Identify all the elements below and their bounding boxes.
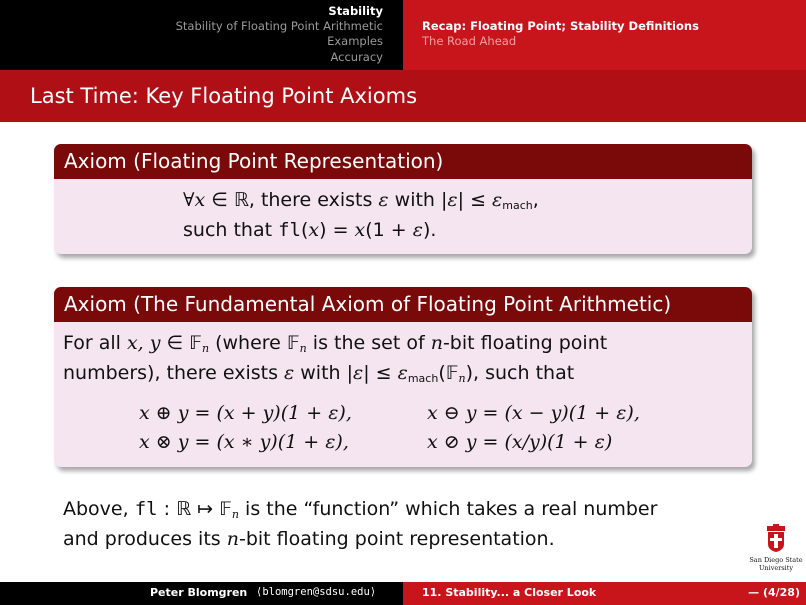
- footer-author-bar: [0, 582, 403, 605]
- nav-section-examples[interactable]: Examples: [327, 34, 383, 48]
- nav-section-accuracy[interactable]: Accuracy: [330, 50, 383, 64]
- logo-text-line-1: San Diego State: [749, 556, 803, 564]
- equation-multiplication: x ⊗ y = (x ∗ y)(1 + ε),: [139, 431, 349, 453]
- footer-author: Peter Blomgren: [150, 586, 248, 599]
- fundamental-axiom-block: [54, 287, 752, 467]
- frame-title: Last Time: Key Floating Point Axioms: [30, 84, 418, 108]
- fundamental-axiom-line-1: For all x, y ∈ 𝔽$_n$ (where 𝔽$_n$ is the set of n-bit floating point: [63, 332, 608, 355]
- sdsu-emblem-icon: [748, 524, 804, 572]
- footer-page-number: — (4/28): [748, 586, 800, 599]
- equation-subtraction: x ⊖ y = (x − y)(1 + ε),: [427, 402, 640, 424]
- fundamental-axiom-title: Axiom (The Fundamental Axiom of Floating Point Arithmetic): [54, 287, 752, 322]
- axiom-representation-title: Axiom (Floating Point Representation): [54, 144, 752, 179]
- section-nav: [0, 0, 403, 70]
- logo-text-line-2: University: [758, 564, 794, 572]
- sdsu-logo: [748, 524, 804, 572]
- nav-subsection-road-ahead[interactable]: The Road Ahead: [422, 34, 517, 48]
- axiom-representation-block: [54, 144, 752, 254]
- nav-subsection-recap[interactable]: Recap: Floating Point; Stability Definitions: [422, 19, 699, 33]
- subsection-nav: [403, 0, 806, 70]
- nav-section-fp-arithmetic[interactable]: Stability of Floating Point Arithmetic: [175, 19, 383, 33]
- equation-division: x ⊘ y = (x/y)(1 + ε): [427, 431, 613, 453]
- nav-section-stability[interactable]: Stability: [328, 4, 383, 18]
- frame-title-bar: [0, 70, 806, 122]
- body-line-1: Above, fl : ℝ ↦ 𝔽$_n$ is the “function” which takes a real number: [63, 498, 658, 521]
- axiom-representation-line-1: ∀x ∈ ℝ, there exists ε with $|\varepsilon| \le \varepsilon_{mach}$,: [183, 189, 539, 212]
- body-line-2: and produces its n-bit floating point representation.: [63, 528, 555, 550]
- footer-topic-bar: [403, 582, 806, 605]
- axiom-representation-line-2: such that fl(x) = x(1 + ε).: [183, 219, 437, 241]
- equation-addition: x ⊕ y = (x + y)(1 + ε),: [139, 402, 352, 424]
- footer-topic: 11. Stability... a Closer Look: [422, 586, 597, 599]
- fundamental-axiom-line-2: numbers), there exists ε with $|\varepsilon| \le \varepsilon_{mach}(𝔽_n)$, such that: [63, 362, 575, 385]
- footer-email: ⟨blomgren@sdsu.edu⟩: [256, 586, 377, 598]
